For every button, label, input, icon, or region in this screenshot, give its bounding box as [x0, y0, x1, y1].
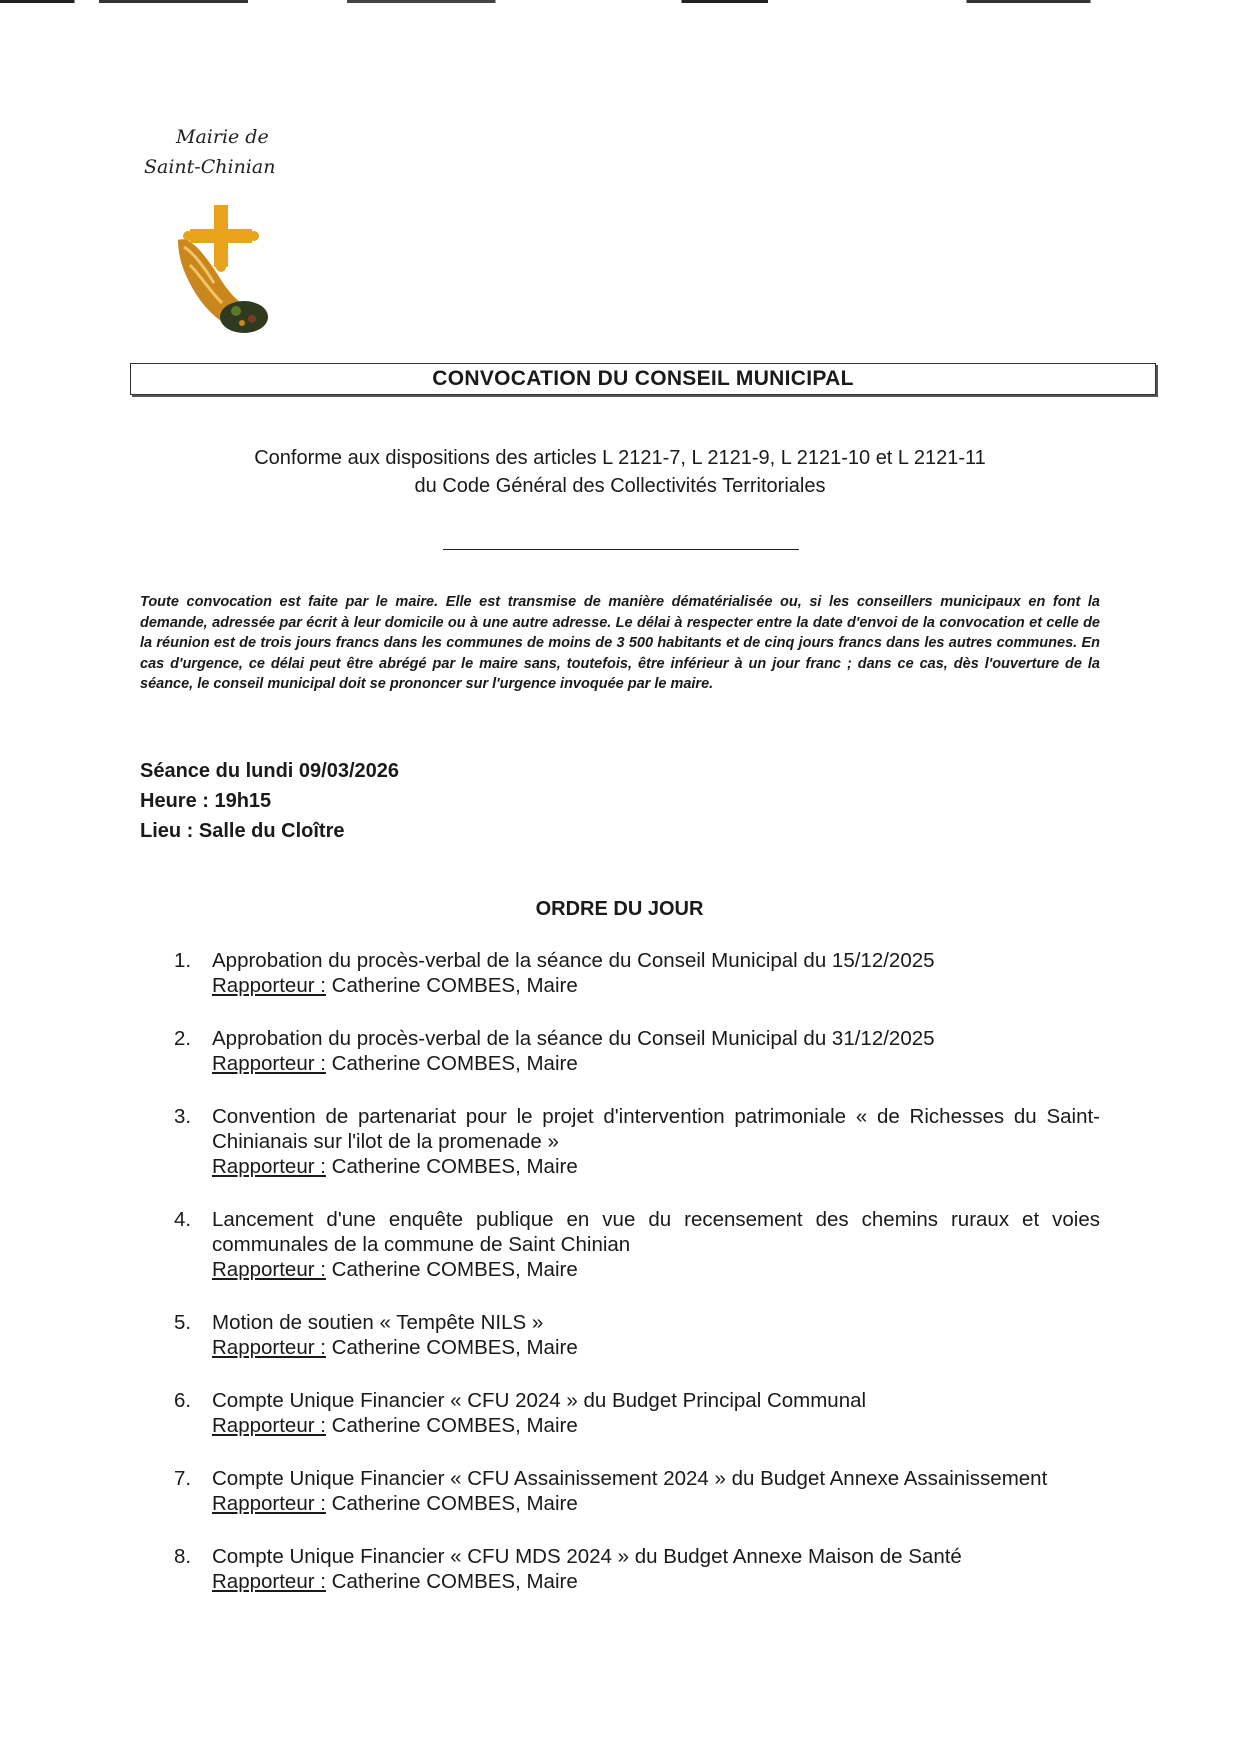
agenda-item	[170, 948, 1100, 998]
agenda-item-text: Compte Unique Financier « CFU MDS 2024 » du Budget Annexe Maison de Santé	[212, 1545, 962, 1568]
agenda-item-number: 5.	[174, 1311, 192, 1334]
agenda-item-number: 4.	[174, 1208, 192, 1231]
rapporteur-name: Catherine COMBES, Maire	[331, 1570, 578, 1593]
agenda-item	[170, 1104, 1100, 1179]
agenda-item	[170, 1207, 1100, 1282]
meeting-details	[140, 756, 399, 846]
agenda-item-text: Approbation du procès-verbal de la séance du Conseil Municipal du 15/12/2025	[212, 949, 935, 972]
agenda-list	[170, 948, 1100, 1622]
convocation-notice: Toute convocation est faite par le maire. Elle est transmise de manière dématérialisée ou, si les conseillers municipaux en font la demande, adressée par écrit à leur domicile ou à une autre adresse. Le délai à respecter entre la date d'envoi de la convocation et celle de la réunion est de trois jours francs dans les communes de moins de 3 500 habitants et de cinq jours francs dans les autres communes. En cas d'urgence, ce délai peut être abrégé par le maire sans, toutefois, être inférieur à un jour franc ; dans ce cas, dès l'ouverture de la séance, le conseil municipal doit se prononcer sur l'urgence invoquée par le maire.	[140, 594, 1100, 692]
agenda-item-number: 7.	[174, 1467, 192, 1490]
rapporteur-label: Rapporteur :	[212, 1258, 326, 1281]
rapporteur-name: Catherine COMBES, Maire	[331, 1414, 578, 1437]
rapporteur-name: Catherine COMBES, Maire	[331, 974, 578, 997]
legal-conformity	[150, 444, 1090, 500]
conformity-line2: du Code Général des Collectivités Territoriales	[414, 475, 826, 497]
mairie-header	[130, 122, 330, 182]
rapporteur-name: Catherine COMBES, Maire	[331, 1336, 578, 1359]
mairie-line1: Mairie de	[176, 126, 269, 148]
rapporteur-label: Rapporteur :	[212, 974, 326, 997]
rapporteur-name: Catherine COMBES, Maire	[331, 1258, 578, 1281]
agenda-item	[170, 1388, 1100, 1438]
agenda-item-number: 8.	[174, 1545, 192, 1568]
rapporteur-name: Catherine COMBES, Maire	[331, 1155, 578, 1178]
meeting-place: Lieu : Salle du Cloître	[140, 820, 345, 842]
agenda-item	[170, 1310, 1100, 1360]
rapporteur-label: Rapporteur :	[212, 1570, 326, 1593]
agenda-item-text: Convention de partenariat pour le projet d'intervention patrimoniale « de Richesses du Saint-Chinianais sur l'ilot de la promenade »	[212, 1105, 1100, 1153]
agenda-item-text: Approbation du procès-verbal de la séance du Conseil Municipal du 31/12/2025	[212, 1027, 935, 1050]
agenda-item-text: Compte Unique Financier « CFU Assainissement 2024 » du Budget Annexe Assainissement	[212, 1467, 1048, 1490]
rapporteur-label: Rapporteur :	[212, 1492, 326, 1515]
rapporteur-label: Rapporteur :	[212, 1414, 326, 1437]
rapporteur-label: Rapporteur :	[212, 1052, 326, 1075]
rapporteur-name: Catherine COMBES, Maire	[331, 1492, 578, 1515]
agenda-item-number: 3.	[174, 1105, 192, 1128]
rapporteur-label: Rapporteur :	[212, 1155, 326, 1178]
meeting-date: Séance du lundi 09/03/2026	[140, 760, 400, 782]
agenda-item-number: 6.	[174, 1389, 192, 1412]
conformity-line1: Conforme aux dispositions des articles L 2121-7, L 2121-9, L 2121-10 et L 2121-11	[254, 447, 986, 469]
rapporteur-label: Rapporteur :	[212, 1336, 326, 1359]
rapporteur-name: Catherine COMBES, Maire	[331, 1052, 578, 1075]
agenda-heading-text: ORDRE DU JOUR	[535, 898, 704, 920]
agenda-item-number: 1.	[174, 949, 192, 972]
agenda-item-number: 2.	[174, 1027, 192, 1050]
document-title: CONVOCATION DU CONSEIL MUNICIPAL	[130, 363, 1156, 395]
meeting-time: Heure : 19h15	[140, 790, 272, 812]
agenda-item	[170, 1026, 1100, 1076]
agenda-heading	[0, 898, 1239, 921]
agenda-item	[170, 1544, 1100, 1594]
agenda-item-text: Compte Unique Financier « CFU 2024 » du Budget Principal Communal	[212, 1389, 867, 1412]
occitan-cross-cornucopia-icon	[170, 205, 280, 345]
scan-top-edge	[0, 0, 1239, 3]
separator-rule	[443, 549, 799, 550]
mairie-line2: Saint-Chinian	[144, 156, 276, 178]
agenda-item-text: Motion de soutien « Tempête NILS »	[212, 1311, 544, 1334]
agenda-item-text: Lancement d'une enquête publique en vue du recensement des chemins ruraux et voies communales de la commune de Saint Chinian	[212, 1208, 1100, 1256]
agenda-item	[170, 1466, 1100, 1516]
